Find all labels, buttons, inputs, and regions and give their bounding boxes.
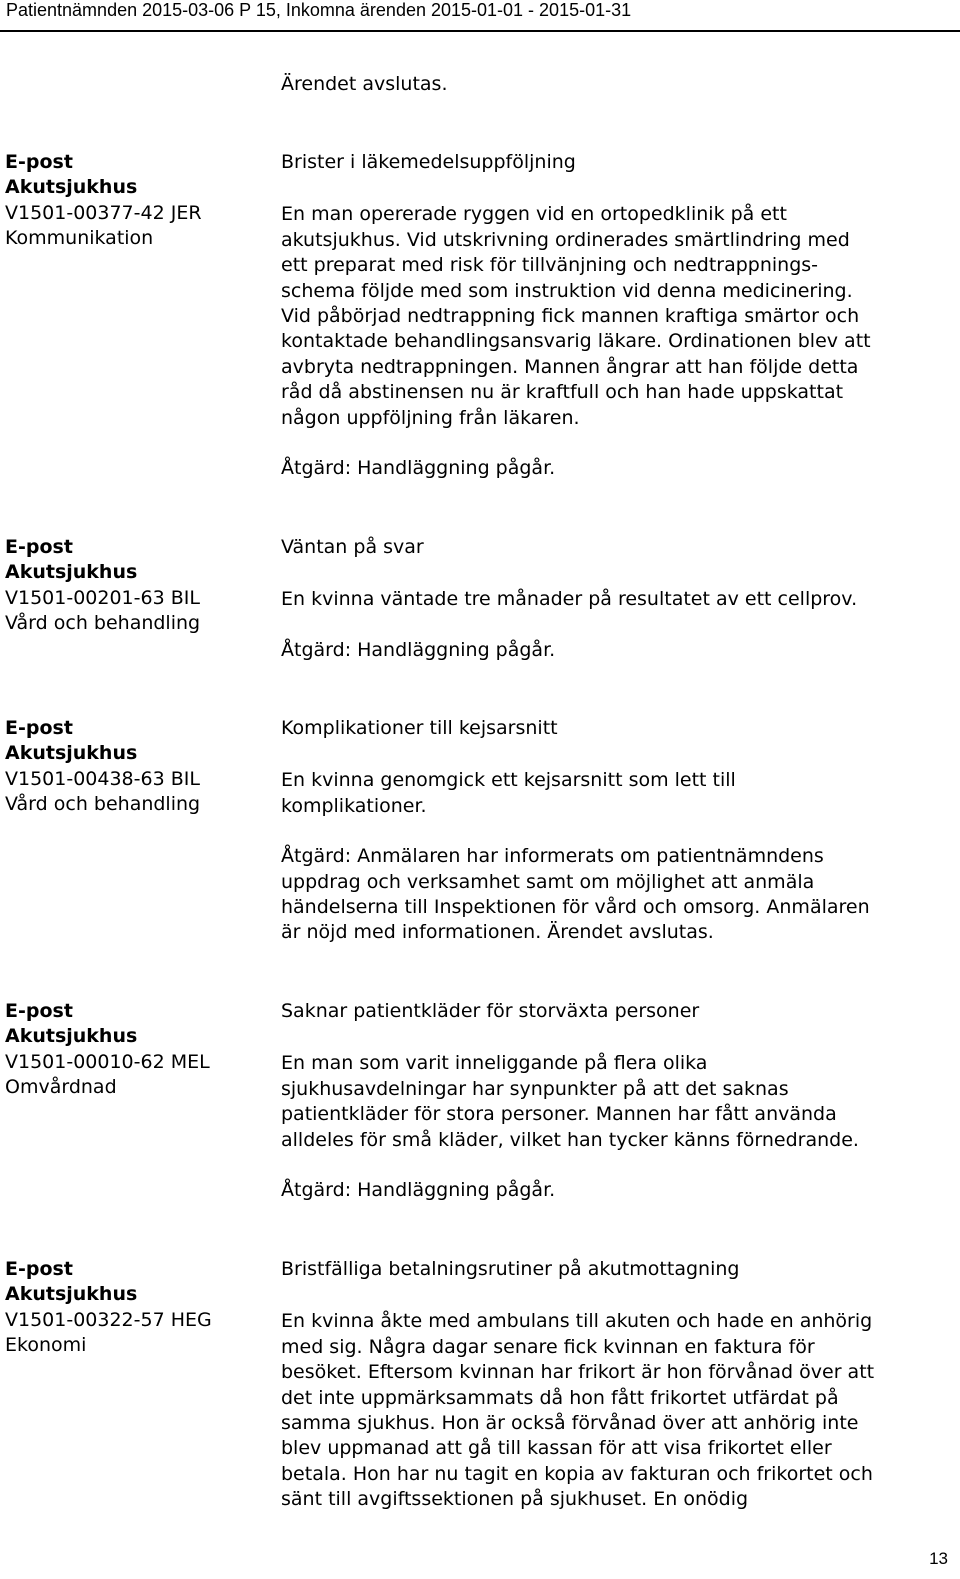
entry-case-number: V1501-00322-57 HEG <box>5 1308 212 1331</box>
entry-action: Åtgärd: Anmälaren har informerats om patientnämndens <box>281 845 824 868</box>
entry-channel: E-post <box>5 717 73 739</box>
entry-unit: Akutsjukhus <box>5 742 138 765</box>
entry-text-line: betala. Hon har nu tagit en kopia av fakturan och frikortet och <box>281 1462 873 1485</box>
entry-unit: Akutsjukhus <box>5 176 138 199</box>
entry-text-line: sänt till avgiftssektionen på sjukhuset. En onödig <box>281 1488 749 1511</box>
entry-case-number: V1501-00201-63 BIL <box>5 586 200 609</box>
entry-title: Väntan på svar <box>281 536 424 558</box>
entry-channel: E-post <box>5 151 73 173</box>
entry-channel: E-post <box>5 1258 73 1280</box>
entry-title: Komplikationer till kejsarsnitt <box>281 717 558 739</box>
entry-text-line: kontaktade behandlingsansvarig läkare. Ordinationen blev att <box>281 330 871 353</box>
entry-category: Vård och behandling <box>5 612 201 635</box>
entry-text-line: alldeles för små kläder, vilket han tycker känns förnedrande. <box>281 1128 859 1151</box>
entry-text-line: schema följde med som instruktion vid denna medicinering. <box>281 279 853 302</box>
entry-channel: E-post <box>5 536 73 558</box>
entry-action: uppdrag och verksamhet samt om möjlighet att anmäla <box>281 870 815 893</box>
entry-text-line: En kvinna väntade tre månader på resultatet av ett cellprov. <box>281 588 858 611</box>
header-rule <box>0 30 960 32</box>
entry-body <box>281 535 951 663</box>
entry-action: händelserna till Inspektionen för vård och omsorg. Anmälaren <box>281 896 870 919</box>
entry-text-line: En kvinna åkte med ambulans till akuten och hade en anhörig <box>281 1310 873 1333</box>
entry-text-line: avbryta nedtrappningen. Mannen ångrar att han följde detta <box>281 355 859 378</box>
entry-case-number: V1501-00010-62 MEL <box>5 1050 210 1073</box>
entry-text-line: blev uppmanad att gå till kassan för att visa frikortet eller <box>281 1437 832 1460</box>
entry-text-line: ett preparat med risk för tillvänjning och nedtrappnings- <box>281 254 819 277</box>
entry-body <box>281 1257 951 1513</box>
entry-unit: Akutsjukhus <box>5 1283 138 1306</box>
entry-category: Ekonomi <box>5 1334 87 1357</box>
entry-meta <box>5 535 255 637</box>
entry-text-line: med sig. Några dagar senare fick kvinnan en faktura för <box>281 1335 815 1358</box>
entry-title: Bristfälliga betalningsrutiner på akutmottagning <box>281 1258 740 1280</box>
entry-text-line: patientkläder för stora personer. Mannen har fått använda <box>281 1103 837 1126</box>
entry-text-line: råd då abstinensen nu är kraftfull och han hade uppskattat <box>281 381 844 404</box>
entry-category: Omvårdnad <box>5 1076 117 1099</box>
entry-body <box>281 999 951 1203</box>
entry-meta <box>5 999 255 1101</box>
entry-unit: Akutsjukhus <box>5 561 138 584</box>
entry-action: är nöjd med informationen. Ärendet avslutas. <box>281 921 714 944</box>
page-header: Patientnämnden 2015-03-06 P 15, Inkomna ärenden 2015-01-01 - 2015-01-31 <box>6 0 632 20</box>
entry-unit: Akutsjukhus <box>5 1025 138 1048</box>
entry-text-line: det inte uppmärksammats då hon fått frikortet utfärdat på <box>281 1386 839 1409</box>
entry-case-number: V1501-00438-63 BIL <box>5 767 200 790</box>
entry-meta <box>5 716 255 818</box>
entry-text-line: Vid påbörjad nedtrappning fick mannen kraftiga smärtor och <box>281 305 860 328</box>
entry-text-line: En man opererade ryggen vid en ortopedklinik på ett <box>281 203 787 226</box>
entry-body <box>281 716 951 946</box>
entry-meta <box>5 1257 255 1359</box>
page-number: 13 <box>929 1549 948 1568</box>
entry-title: Brister i läkemedelsuppföljning <box>281 151 576 173</box>
entry-action: Åtgärd: Handläggning pågår. <box>281 638 556 661</box>
entry-text-line: sjukhusavdelningar har synpunkter på att det saknas <box>281 1077 789 1100</box>
entry-text-line: någon uppföljning från läkaren. <box>281 406 580 429</box>
entry-channel: E-post <box>5 1000 73 1022</box>
entry-text-line: En kvinna genomgick ett kejsarsnitt som lett till <box>281 769 736 792</box>
entry-title: Saknar patientkläder för storväxta personer <box>281 1000 700 1022</box>
entry-meta <box>5 150 255 252</box>
entry-body <box>281 150 951 481</box>
intro-text: Ärendet avslutas. <box>281 73 448 95</box>
entry-case-number: V1501-00377-42 JER <box>5 201 202 224</box>
entry-action: Åtgärd: Handläggning pågår. <box>281 457 556 480</box>
entry-category: Kommunikation <box>5 227 154 250</box>
entry-text-line: En man som varit inneliggande på flera olika <box>281 1052 708 1075</box>
entry-action: Åtgärd: Handläggning pågår. <box>281 1179 556 1202</box>
entry-text-line: akutsjukhus. Vid utskrivning ordinerades smärtlindring med <box>281 228 850 251</box>
entry-category: Vård och behandling <box>5 793 201 816</box>
entry-text-line: besöket. Eftersom kvinnan har frikort är hon förvånad över att <box>281 1361 875 1384</box>
entry-text-line: komplikationer. <box>281 794 427 817</box>
entry-text-line: samma sjukhus. Hon är också förvånad över att anhörig inte <box>281 1412 859 1435</box>
